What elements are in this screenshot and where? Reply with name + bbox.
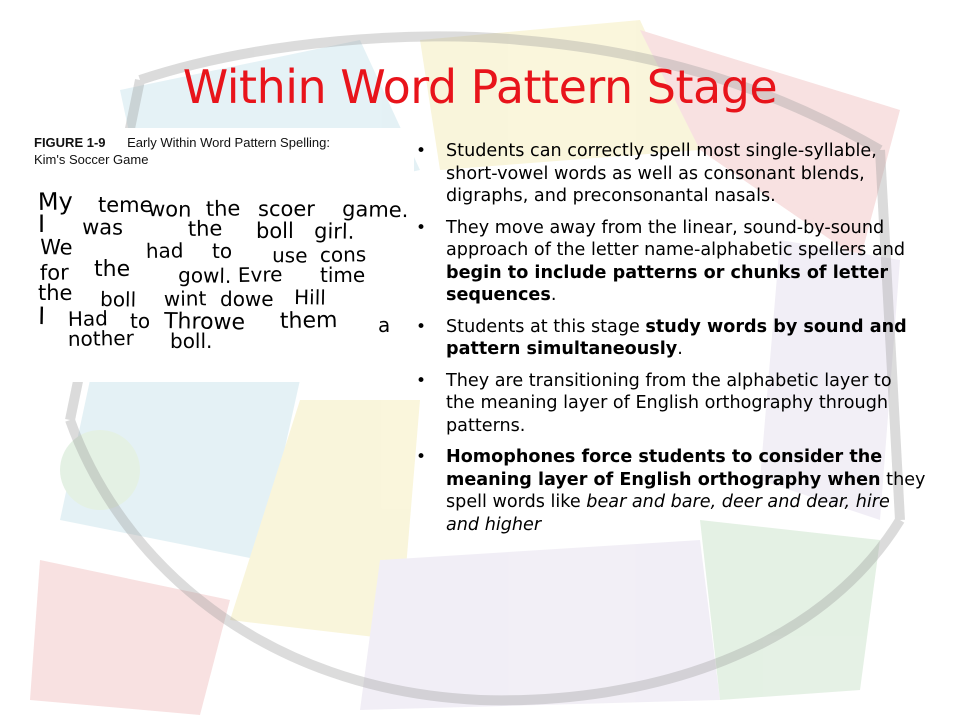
bullet-text: begin to include patterns or chunks of letter sequences: [446, 262, 889, 305]
bullet-list: [408, 140, 926, 545]
bullet-dot-icon: •: [416, 370, 427, 391]
handwritten-word: We: [39, 235, 73, 260]
handwritten-word: to: [212, 239, 233, 263]
figure-caption-text: Early Within Word Pattern Spelling:: [127, 135, 330, 150]
handwritten-word: won: [147, 197, 192, 222]
handwritten-word: was: [81, 215, 124, 240]
bullet-dot-icon: •: [416, 447, 427, 467]
handwritten-word: Hill: [293, 285, 327, 310]
bullet-item: [408, 140, 926, 208]
bullet-text: They are transitioning from the alphabetic layer to the meaning layer of English orthography through patterns.: [446, 370, 892, 436]
handwritten-word: I: [38, 210, 46, 238]
handwritten-word: Evre: [237, 262, 283, 287]
bullet-text: bear and bare, deer and dear, hire and higher: [446, 492, 890, 535]
handwritten-word: a: [378, 313, 391, 337]
handwritten-word: boll.: [170, 329, 213, 353]
handwritten-word: wint: [163, 286, 207, 311]
bullet-item: [408, 217, 926, 307]
handwritten-word: boll: [256, 219, 294, 243]
handwritten-word: nother: [67, 325, 135, 351]
bullet-dot-icon: •: [416, 141, 427, 161]
handwritten-word: the: [205, 196, 241, 221]
handwritten-word: use: [271, 243, 308, 268]
bullet-text: Students can correctly spell most single-syllable, short-vowel words as well as consonant blends, digraphs, and preconsonantal nasals.: [446, 141, 877, 206]
handwritten-word: the: [38, 281, 73, 305]
bullet-item: [408, 370, 926, 438]
bullet-item: [408, 446, 926, 536]
handwritten-word: I: [37, 302, 46, 331]
handwritten-word: had: [145, 238, 184, 263]
bullet-item: [408, 316, 926, 361]
handwritten-word: Throwe: [163, 309, 246, 336]
handwritten-word: game.: [341, 197, 409, 223]
handwritten-word: scoer: [258, 197, 315, 221]
handwritten-word: boll: [99, 287, 137, 312]
handwritten-word: girl.: [313, 219, 355, 244]
bullet-dot-icon: •: [416, 316, 427, 337]
bullet-text: they spell words like: [446, 469, 926, 512]
bullet-text: study words by sound and pattern simultaneously: [446, 316, 907, 359]
bullet-text: .: [677, 339, 683, 359]
bullet-text: .: [550, 285, 557, 305]
handwritten-word: to: [130, 309, 151, 333]
handwritten-word: them: [279, 307, 338, 334]
handwritten-word: the: [94, 257, 131, 282]
handwritten-word: the: [187, 216, 223, 241]
handwriting-figure: [28, 128, 414, 382]
handwritten-word: cons: [319, 242, 367, 267]
handwritten-word: gowl.: [177, 263, 232, 288]
handwritten-word: My: [37, 187, 74, 216]
bullet-text: Students at this stage: [446, 316, 646, 337]
handwritten-word: dowe: [220, 287, 274, 311]
bullet-dot-icon: •: [416, 217, 427, 238]
slide-title: Within Word Pattern Stage: [182, 60, 778, 114]
figure-subcaption: Kim's Soccer Game: [34, 152, 149, 167]
handwritten-word: time: [320, 263, 366, 287]
handwritten-word: Had: [67, 306, 109, 331]
handwriting-sample: [28, 128, 414, 382]
handwritten-word: for: [39, 260, 69, 285]
bullet-text: Homophones force students to consider the meaning layer of English orthography when: [446, 447, 883, 490]
handwritten-word: teme: [98, 193, 153, 217]
figure-number: FIGURE 1-9: [34, 135, 106, 150]
bullet-text: They move away from the linear, sound-by-sound approach of the letter name-alphabetic spellers and: [446, 217, 906, 260]
